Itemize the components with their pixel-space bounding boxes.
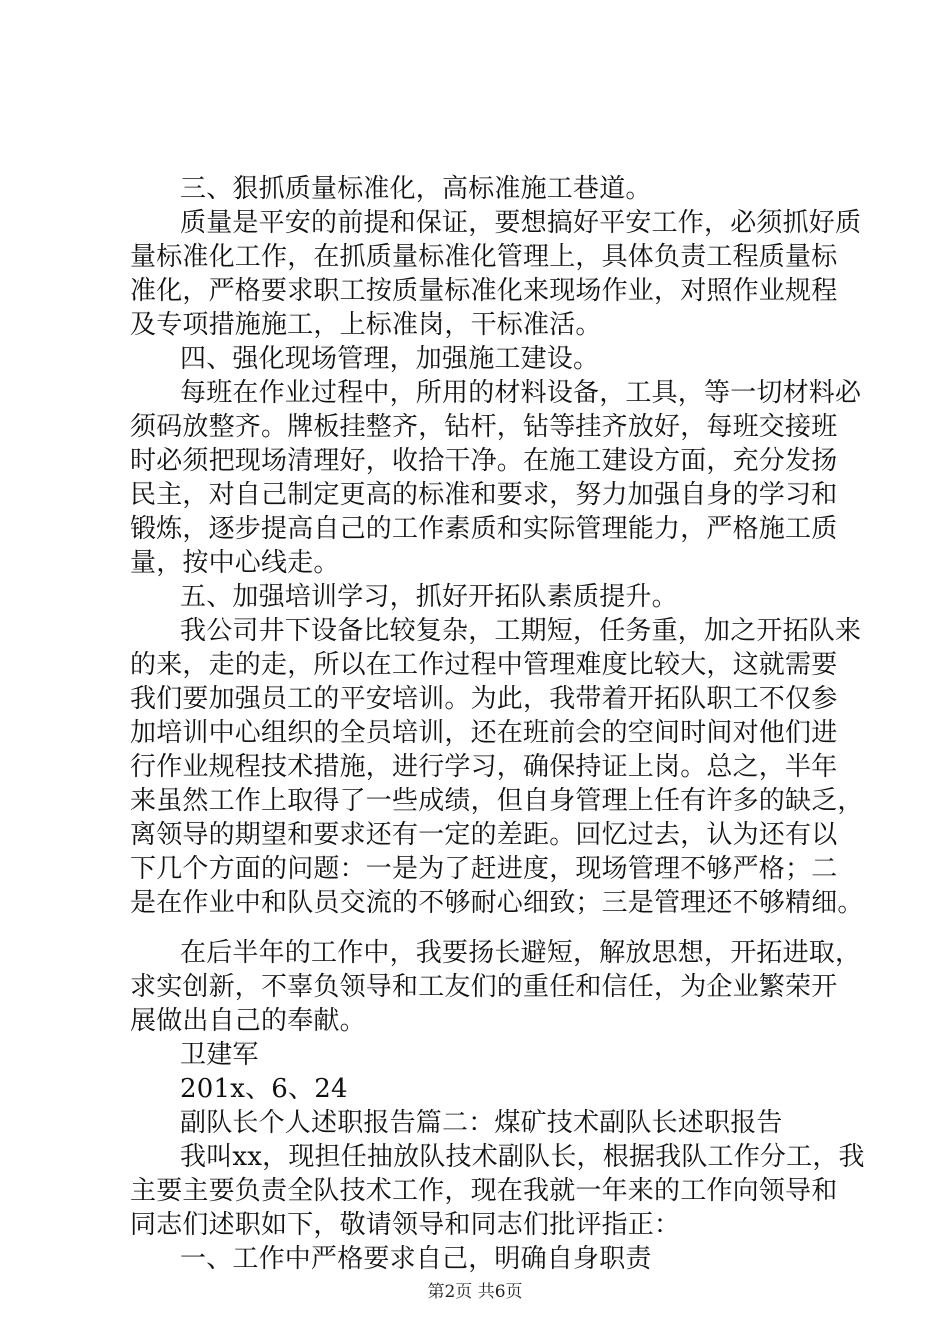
paragraph-line: 须码放整齐。牌板挂整齐，钻杆，钻等挂齐放好，每班交接班 xyxy=(130,412,838,442)
paragraph-line: 时必须把现场清理好，收拾干净。在施工建设方面，充分发扬 xyxy=(130,446,838,476)
paragraph-line: 我们要加强员工的平安培训。为此，我带着开拓队职工不仅参 xyxy=(130,684,838,714)
signature-date: 201x、6、24 xyxy=(180,1074,348,1104)
paragraph-line: 下几个方面的问题：一是为了赶进度，现场管理不够严格；二 xyxy=(130,854,838,884)
paragraph-line: 主要主要负责全队技术工作，现在我就一年来的工作向领导和 xyxy=(130,1176,838,1206)
paragraph-line: 来虽然工作上取得了一些成绩，但自身管理上任有许多的缺乏， xyxy=(130,786,864,816)
section-heading-1: 一、工作中严格要求自己，明确自身职责 xyxy=(180,1244,652,1274)
paragraph-line: 每班在作业过程中，所用的材料设备，工具，等一切材料必 xyxy=(180,378,862,408)
paragraph-line: 量标准化工作，在抓质量标准化管理上，具体负责工程质量标 xyxy=(130,242,838,272)
paragraph-line: 的来，走的走，所以在工作过程中管理难度比较大，这就需要 xyxy=(130,650,838,680)
paragraph-line: 是在作业中和队员交流的不够耐心细致；三是管理还不够精细。 xyxy=(130,888,864,918)
paragraph-line: 行作业规程技术措施，进行学习，确保持证上岗。总之，半年 xyxy=(130,752,838,782)
section-heading-3: 三、狠抓质量标准化，高标准施工巷道。 xyxy=(180,174,652,204)
paragraph-line: 民主，对自己制定更高的标准和要求，努力加强自身的学习和 xyxy=(130,480,838,510)
report-title: 副队长个人述职报告篇二：煤矿技术副队长述职报告 xyxy=(180,1108,783,1138)
paragraph-line: 量，按中心线走。 xyxy=(130,548,340,578)
page-number-footer: 第2页 共6页 xyxy=(427,1282,523,1302)
paragraph-line: 同志们述职如下，敬请领导和同志们批评指正： xyxy=(130,1210,681,1240)
paragraph-line: 质量是平安的前提和保证，要想搞好平安工作，必须抓好质 xyxy=(180,208,862,238)
paragraph-line: 我叫xx，现担任抽放队技术副队长，根据我队工作分工，我 xyxy=(180,1142,865,1172)
paragraph-line: 准化，严格要求职工按质量标准化来现场作业，对照作业规程 xyxy=(130,276,838,306)
signature-name: 卫建军 xyxy=(180,1040,259,1070)
paragraph-line: 我公司井下设备比较复杂，工期短，任务重，加之开拓队来 xyxy=(180,616,862,646)
paragraph-line: 展做出自己的奉献。 xyxy=(130,1006,366,1036)
paragraph-line: 加培训中心组织的全员培训，还在班前会的空间时间对他们进 xyxy=(130,718,838,748)
section-heading-5: 五、加强培训学习，抓好开拓队素质提升。 xyxy=(180,582,678,612)
paragraph-line: 离领导的期望和要求还有一定的差距。回忆过去，认为还有以 xyxy=(130,820,838,850)
paragraph-line: 锻炼，逐步提高自己的工作素质和实际管理能力，严格施工质 xyxy=(130,514,838,544)
section-heading-4: 四、强化现场管理，加强施工建设。 xyxy=(180,344,600,374)
paragraph-line: 及专项措施施工，上标准岗，干标准活。 xyxy=(130,310,602,340)
paragraph-line: 在后半年的工作中，我要扬长避短，解放思想，开拓进取， xyxy=(180,938,862,968)
paragraph-line: 求实创新，不辜负领导和工友们的重任和信任，为企业繁荣开 xyxy=(130,972,838,1002)
